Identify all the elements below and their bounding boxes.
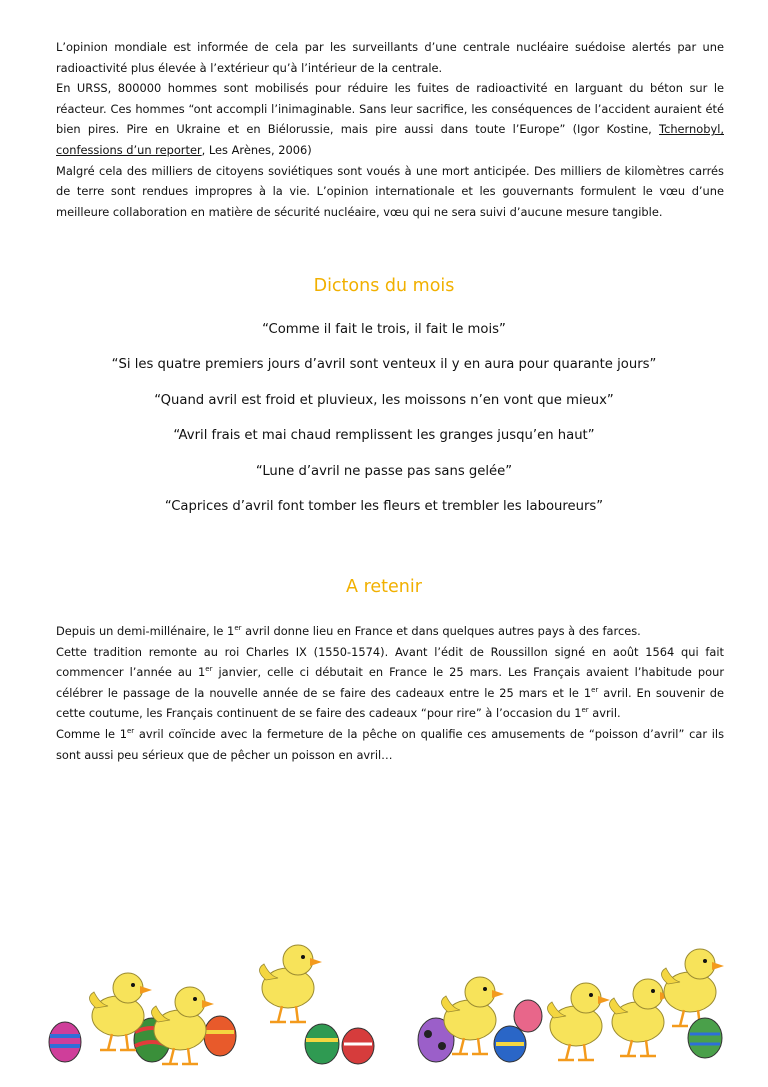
dicton-item: “Caprices d’avril font tomber les fleurs et trembler les laboureurs” bbox=[164, 499, 604, 514]
intro-text bbox=[56, 37, 724, 222]
dicton-item: “Si les quatre premiers jours d’avril sont venteux il y en aura pour quarante jours” bbox=[111, 357, 657, 372]
book-title: Tchernobyl, confessions d’un reporter bbox=[56, 122, 724, 157]
easter-egg-icon bbox=[204, 1016, 236, 1056]
retenir-paragraph-1: Depuis un demi-millénaire, le 1er avril donne lieu en France et dans quelques autres pays à des farces. bbox=[56, 624, 641, 638]
easter-chicks-decoration bbox=[40, 940, 730, 1070]
easter-chick-icon bbox=[609, 979, 672, 1056]
easter-egg-icon bbox=[49, 1022, 81, 1062]
intro-paragraph-2: En URSS, 800000 hommes sont mobilisés pour réduire les fuites de radioactivité en larguant du béton sur le réacteur. Ces hommes “ont accompli l’inimaginable. Sans leur sacrifice, les conséquences de l’accident auraient été bien pires. Pire en Ukraine et en Biélorussie, mais pire aussi dans toute l’Europe” (Igor Kostine, Tchernobyl, confessions d’un reporter, Les Arènes, 2006) bbox=[56, 81, 724, 157]
dicton-item: “Comme il fait le trois, il fait le mois” bbox=[262, 322, 506, 337]
easter-egg-icon bbox=[514, 1000, 542, 1032]
easter-egg-icon bbox=[688, 1018, 722, 1058]
easter-chick-icon bbox=[547, 983, 610, 1060]
dicton-item: “Quand avril est froid et pluvieux, les moissons n’en vont que mieux” bbox=[154, 393, 614, 408]
easter-chick-icon bbox=[661, 949, 724, 1026]
dictons-title: Dictons du mois bbox=[313, 276, 455, 296]
retenir-title: A retenir bbox=[346, 577, 422, 597]
easter-egg-icon bbox=[494, 1026, 526, 1062]
easter-egg-icon bbox=[305, 1024, 339, 1064]
easter-egg-icon bbox=[342, 1028, 374, 1064]
intro-paragraph-3: Malgré cela des milliers de citoyens soviétiques sont voués à une mort anticipée. Des milliers de kilomètres carrés de terre sont rendues impropres à la vie. L’opinion internationale et les gouvernants formulent le vœu d’une meilleure collaboration en matière de sécurité nucléaire, vœu qui ne sera suivi d’aucune mesure tangible. bbox=[56, 163, 724, 219]
retenir-paragraph-3: Comme le 1er avril coïncide avec la fermeture de la pêche on qualifie ces amusements de “poisson d’avril” car ils sont aussi peu sérieux que de pêcher un poisson en avril… bbox=[56, 726, 724, 762]
dicton-item: “Lune d’avril ne passe pas sans gelée” bbox=[255, 464, 513, 479]
intro-paragraph-1: L’opinion mondiale est informée de cela par les surveillants d’une centrale nucléaire suédoise alertés par une radioactivité plus élevée à l’extérieur qu’à l’intérieur de la centrale. bbox=[56, 40, 724, 75]
easter-chick-icon bbox=[259, 945, 322, 1022]
retenir-text bbox=[56, 621, 724, 765]
retenir-paragraph-2: Cette tradition remonte au roi Charles IX (1550-1574). Avant l’édit de Roussillon signé en août 1564 qui fait commencer l’année au 1er janvier, celle ci débutait en France le 25 mars. Les Français avaient l’habitude pour célébrer le passage de la nouvelle année de se faire des cadeaux entre le 25 mars et le 1er avril. En souvenir de cette coutume, les Français continuent de se faire des cadeaux “pour rire” à l’occasion du 1er avril. bbox=[56, 644, 725, 721]
dicton-item: “Avril frais et mai chaud remplissent les granges jusqu’en haut” bbox=[173, 428, 595, 443]
